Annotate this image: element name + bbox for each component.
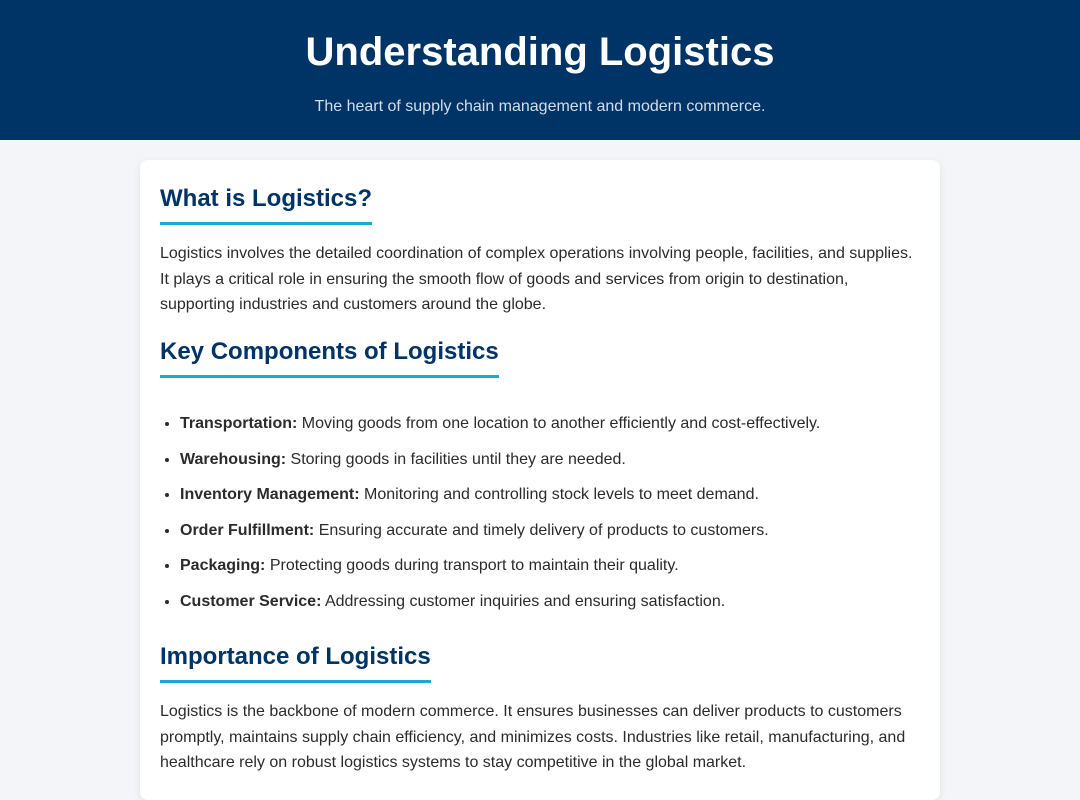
list-item-term: Customer Service:	[180, 592, 322, 610]
list-item-term: Packaging:	[180, 557, 266, 575]
list-item-desc: Addressing customer inquiries and ensuring satisfaction.	[324, 592, 726, 610]
list-item-desc: Monitoring and controlling stock levels to meet demand.	[364, 486, 759, 504]
list-item-desc: Moving goods from one location to another efficiently and cost-effectively.	[301, 415, 821, 432]
page-header	[0, 0, 1080, 140]
list-item-desc: Protecting goods during transport to maintain their quality.	[269, 557, 679, 575]
list-item-term: Transportation:	[180, 415, 298, 432]
list-item	[180, 449, 940, 471]
list-item	[180, 591, 940, 613]
section-body-what-is-logistics: Logistics involves the detailed coordination of complex operations involving people, facilities, and supplies. It plays a critical role in ensuring the smooth flow of goods and services from origin to destination, supporting industries and customers around the globe.	[160, 245, 913, 314]
page-title: Understanding Logistics	[305, 30, 775, 74]
list-item	[180, 555, 940, 577]
section-title-key-components: Key Components of Logistics	[160, 337, 499, 378]
list-item	[180, 484, 940, 506]
list-item-desc: Storing goods in facilities until they are needed.	[290, 450, 626, 468]
list-item-desc: Ensuring accurate and timely delivery of products to customers.	[318, 521, 769, 539]
section-title-importance: Importance of Logistics	[160, 642, 431, 683]
section-title-what-is-logistics: What is Logistics?	[160, 184, 372, 225]
list-item-term: Inventory Management:	[180, 486, 360, 504]
content-card	[140, 160, 940, 800]
section-body-importance: Logistics is the backbone of modern commerce. It ensures businesses can deliver products to customers promptly, maintains supply chain efficiency, and minimizes costs. Industries like retail, manufacturing, and healthcare rely on robust logistics systems to stay competitive in the global market.	[160, 703, 906, 772]
list-item	[180, 413, 940, 435]
list-item-term: Warehousing:	[180, 450, 287, 468]
key-components-list	[160, 413, 940, 627]
list-item	[180, 520, 940, 542]
list-item-term: Order Fulfillment:	[180, 521, 315, 539]
page-subtitle: The heart of supply chain management and modern commerce.	[314, 98, 766, 115]
